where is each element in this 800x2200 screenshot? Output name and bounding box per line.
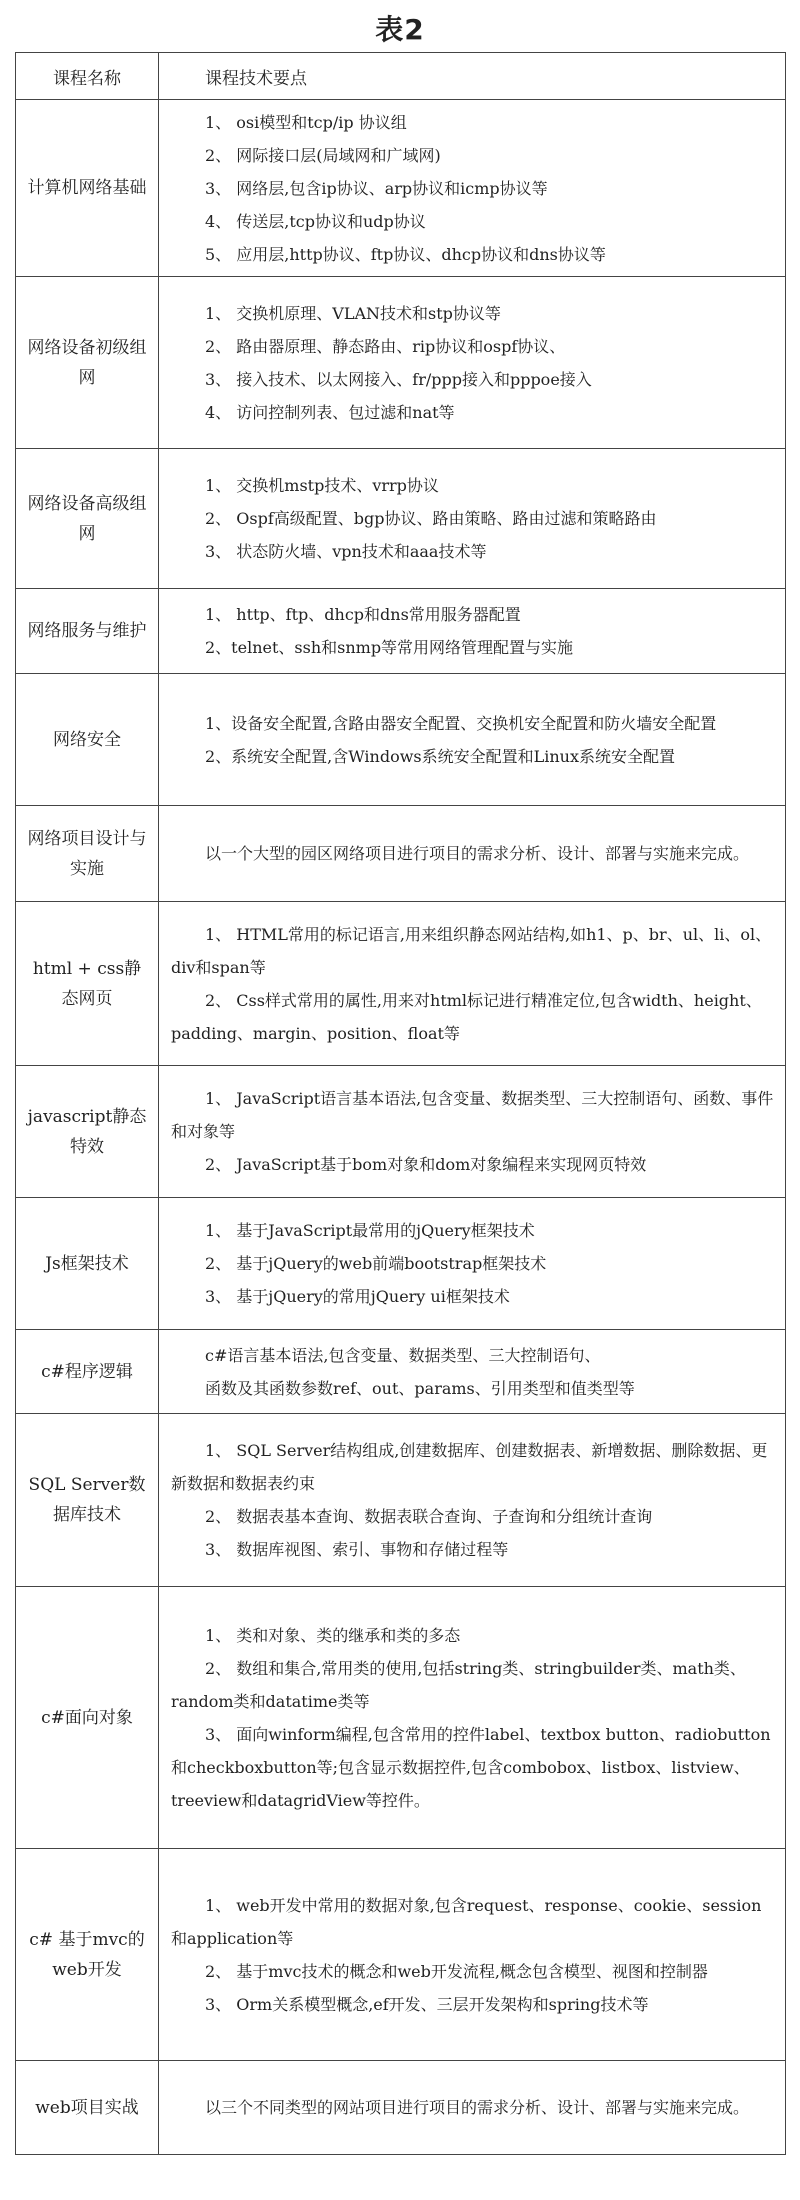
course-point: 2、 网际接口层(局域网和广域网)	[205, 145, 441, 165]
table-row	[16, 1330, 786, 1414]
course-point: 1、 osi模型和tcp/ip 协议组	[205, 112, 407, 132]
course-points	[159, 589, 786, 674]
course-points	[159, 1198, 786, 1330]
course-points	[159, 902, 786, 1066]
course-point: 2、 数组和集合,常用类的使用,包括string类、stringbuilder类、math类、random类和datatime类等	[171, 1658, 746, 1711]
header-course-points: 课程技术要点	[159, 53, 786, 100]
course-points	[159, 1330, 786, 1414]
table-row	[16, 2061, 786, 2155]
course-points	[159, 1066, 786, 1198]
course-name: 网络设备初级组网	[16, 277, 159, 449]
course-name: 计算机网络基础	[16, 100, 159, 277]
course-point: 3、 Orm关系模型概念,ef开发、三层开发架构和spring技术等	[205, 1994, 649, 2014]
table-row	[16, 1414, 786, 1587]
course-name: Js框架技术	[16, 1198, 159, 1330]
course-point: 1、 http、ftp、dhcp和dns常用服务器配置	[205, 605, 521, 624]
course-point: 1、 SQL Server结构组成,创建数据库、创建数据表、新增数据、删除数据、更新数据和数据表约束	[171, 1441, 768, 1493]
table-row	[16, 1587, 786, 1849]
course-name: c# 基于mvc的web开发	[16, 1849, 159, 2061]
course-point: 以一个大型的园区网络项目进行项目的需求分析、设计、部署与实施来完成。	[205, 844, 750, 863]
course-name: web项目实战	[16, 2061, 159, 2155]
course-point: 1、 HTML常用的标记语言,用来组织静态网站结构,如h1、p、br、ul、li、ol、div和span等	[171, 924, 772, 977]
course-name: 网络安全	[16, 674, 159, 806]
course-point: 1、 JavaScript语言基本语法,包含变量、数据类型、三大控制语句、函数、事件和对象等	[171, 1089, 774, 1141]
table-row	[16, 1066, 786, 1198]
course-name: javascript静态特效	[16, 1066, 159, 1198]
course-name: 网络设备高级组网	[16, 449, 159, 589]
course-point: 1、 交换机原理、VLAN技术和stp协议等	[205, 303, 501, 323]
course-point: 2、 Css样式常用的属性,用来对html标记进行精准定位,包含width、height、padding、margin、position、float等	[171, 990, 762, 1043]
course-point: 2、系统安全配置,含Windows系统安全配置和Linux系统安全配置	[205, 746, 676, 766]
course-point: 函数及其函数参数ref、out、params、引用类型和值类型等	[205, 1378, 635, 1398]
table-row	[16, 277, 786, 449]
table-row	[16, 449, 786, 589]
table-row	[16, 806, 786, 902]
course-points	[159, 1587, 786, 1849]
course-points	[159, 1849, 786, 2061]
course-point: 3、 网络层,包含ip协议、arp协议和icmp协议等	[205, 178, 548, 198]
course-name: 网络项目设计与实施	[16, 806, 159, 902]
course-points	[159, 674, 786, 806]
course-name: c#面向对象	[16, 1587, 159, 1849]
course-point: 2、 数据表基本查询、数据表联合查询、子查询和分组统计查询	[205, 1507, 653, 1526]
course-point: 3、 状态防火墙、vpn技术和aaa技术等	[205, 542, 487, 561]
course-point: 2、 JavaScript基于bom对象和dom对象编程来实现网页特效	[205, 1155, 647, 1174]
course-point: c#语言基本语法,包含变量、数据类型、三大控制语句、	[205, 1345, 601, 1365]
table-row	[16, 589, 786, 674]
course-points	[159, 2061, 786, 2155]
course-point: 3、 面向winform编程,包含常用的控件label、textbox button、radiobutton和checkboxbutton等;包含显示数据控件,包含combobox、listbox、listview、treeview和datagridView等控件。	[171, 1724, 771, 1810]
course-point: 1、 类和对象、类的继承和类的多态	[205, 1625, 461, 1645]
course-point: 2、 Ospf高级配置、bgp协议、路由策略、路由过滤和策略路由	[205, 509, 657, 528]
course-point: 2、telnet、ssh和snmp等常用网络管理配置与实施	[205, 638, 574, 657]
course-point: 2、 基于jQuery的web前端bootstrap框架技术	[205, 1254, 547, 1273]
course-points	[159, 449, 786, 589]
course-name: c#程序逻辑	[16, 1330, 159, 1414]
course-name: 网络服务与维护	[16, 589, 159, 674]
course-name: html + css静态网页	[16, 902, 159, 1066]
course-name: SQL Server数据库技术	[16, 1414, 159, 1587]
table-row	[16, 902, 786, 1066]
course-point: 3、 数据库视图、索引、事物和存储过程等	[205, 1540, 509, 1559]
table-header-row	[16, 53, 786, 100]
course-point: 1、 web开发中常用的数据对象,包含request、response、cookie、session和application等	[171, 1895, 762, 1948]
course-points	[159, 1414, 786, 1587]
course-table	[15, 52, 786, 2155]
course-point: 4、 访问控制列表、包过滤和nat等	[205, 402, 455, 422]
table-row	[16, 1849, 786, 2061]
course-points	[159, 806, 786, 902]
course-point: 5、 应用层,http协议、ftp协议、dhcp协议和dns协议等	[205, 244, 606, 264]
table-title: 表2	[375, 13, 425, 46]
course-point: 3、 基于jQuery的常用jQuery ui框架技术	[205, 1287, 510, 1306]
course-points	[159, 100, 786, 277]
course-point: 2、 路由器原理、静态路由、rip协议和ospf协议、	[205, 336, 566, 356]
course-point: 1、设备安全配置,含路由器安全配置、交换机安全配置和防火墙安全配置	[205, 713, 717, 733]
course-point: 以三个不同类型的网站项目进行项目的需求分析、设计、部署与实施来完成。	[205, 2098, 750, 2117]
course-point: 1、 交换机mstp技术、vrrp协议	[205, 476, 439, 495]
table-row	[16, 674, 786, 806]
table-row	[16, 100, 786, 277]
header-course-name: 课程名称	[16, 53, 159, 100]
course-points	[159, 277, 786, 449]
course-point: 2、 基于mvc技术的概念和web开发流程,概念包含模型、视图和控制器	[205, 1961, 708, 1981]
course-point: 4、 传送层,tcp协议和udp协议	[205, 211, 426, 231]
table-row	[16, 1198, 786, 1330]
course-point: 1、 基于JavaScript最常用的jQuery框架技术	[205, 1221, 535, 1240]
course-point: 3、 接入技术、以太网接入、fr/ppp接入和pppoe接入	[205, 369, 592, 389]
